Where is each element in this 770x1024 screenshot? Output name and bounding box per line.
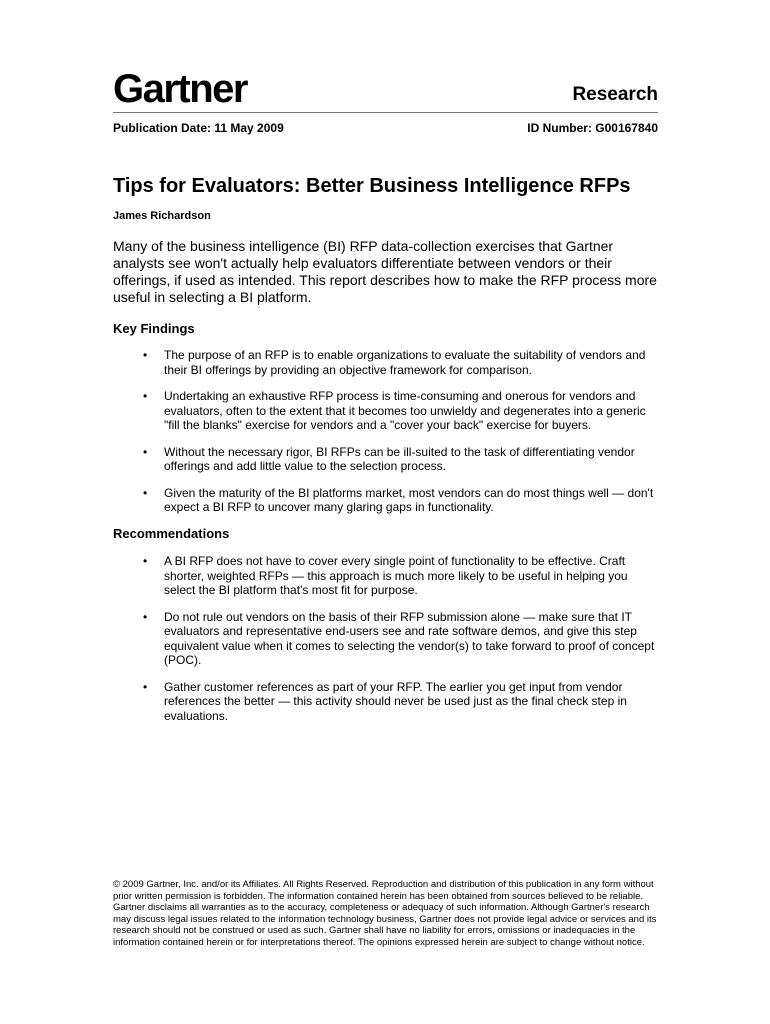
id-number: ID Number: G00167840: [527, 121, 658, 135]
gartner-logo: Gartner: [113, 67, 247, 111]
list-item: [113, 348, 658, 377]
key-findings-heading: Key Findings: [113, 321, 195, 336]
list-item-text: Undertaking an exhaustive RFP process is time-consuming and onerous for vendors and evaluators, often to the extent that it becomes too unwieldy and degenerates into a generic "fill the blanks" exercise for vendors and a "cover your back" exercise for buyers.: [164, 389, 646, 432]
header-divider: [113, 112, 658, 113]
summary-paragraph: Many of the business intelligence (BI) RFP data-collection exercises that Gartner analysts see won't actually help evaluators differentiate between vendors or their offerings, if used as intended. This report describes how to make the RFP process more useful in selecting a BI platform.: [113, 238, 657, 305]
copyright-notice: © 2009 Gartner, Inc. and/or its Affiliates. All Rights Reserved. Reproduction and distribution of this publication in any form without prior written permission is forbidden. The information contained herein has been obtained from sources believed to be reliable. Gartner disclaims all warranties as to the accuracy, completeness or adequacy of such information. Although Gartner's research may discuss legal issues related to the information technology business, Gartner does not provide legal advice or services and its research should not be construed or used as such. Gartner shall have no liability for errors, omissions or inadequacies in the information contained herein or for interpretations thereof. The opinions expressed herein are subject to change without notice.: [113, 879, 657, 948]
list-item: [113, 680, 658, 724]
list-item-text: The purpose of an RFP is to enable organizations to evaluate the suitability of vendors and their BI offerings by providing an objective framework for comparison.: [164, 348, 646, 377]
list-item-text: Without the necessary rigor, BI RFPs can be ill-suited to the task of differentiating vendor offerings and add little value to the selection process.: [164, 444, 635, 473]
document-title: Tips for Evaluators: Better Business Intelligence RFPs: [113, 175, 631, 197]
section-label: Research: [572, 84, 658, 105]
list-item-text: A BI RFP does not have to cover every single point of functionality to be effective. Craft shorter, weighted RFPs — this approach is much more likely to be useful in helping you select the BI platform that's most fit for purpose.: [164, 554, 628, 597]
key-findings-list: [113, 348, 658, 527]
document-page: [113, 0, 658, 1024]
bullet-icon: •: [143, 444, 148, 459]
list-item: [113, 486, 658, 515]
list-item: [113, 389, 658, 433]
list-item: [113, 610, 658, 668]
bullet-icon: •: [143, 609, 148, 624]
bullet-icon: •: [143, 679, 148, 694]
publication-date: Publication Date: 11 May 2009: [113, 121, 284, 135]
bullet-icon: •: [143, 554, 148, 568]
list-item: [113, 554, 658, 598]
bullet-icon: •: [143, 348, 148, 362]
bullet-icon: •: [143, 485, 148, 500]
author-name: James Richardson: [113, 210, 211, 222]
recommendations-heading: Recommendations: [113, 526, 230, 541]
page-header: [113, 66, 658, 112]
list-item-text: Gather customer references as part of your RFP. The earlier you get input from vendor references the better — this activity should never be used just as the final check step in evaluations.: [164, 679, 627, 723]
list-item-text: Given the maturity of the BI platforms market, most vendors can do most things well — don't expect a BI RFP to uncover many glaring gaps in functionality.: [164, 485, 654, 514]
list-item: [113, 445, 658, 474]
recommendations-list: [113, 554, 658, 735]
bullet-icon: •: [143, 389, 148, 403]
list-item-text: Do not rule out vendors on the basis of their RFP submission alone — make sure that IT evaluators and representative end-users see and rate software demos, and give this step equivalent value when it comes to selecting the vendor(s) to take forward to proof of concept (POC).: [164, 609, 655, 667]
